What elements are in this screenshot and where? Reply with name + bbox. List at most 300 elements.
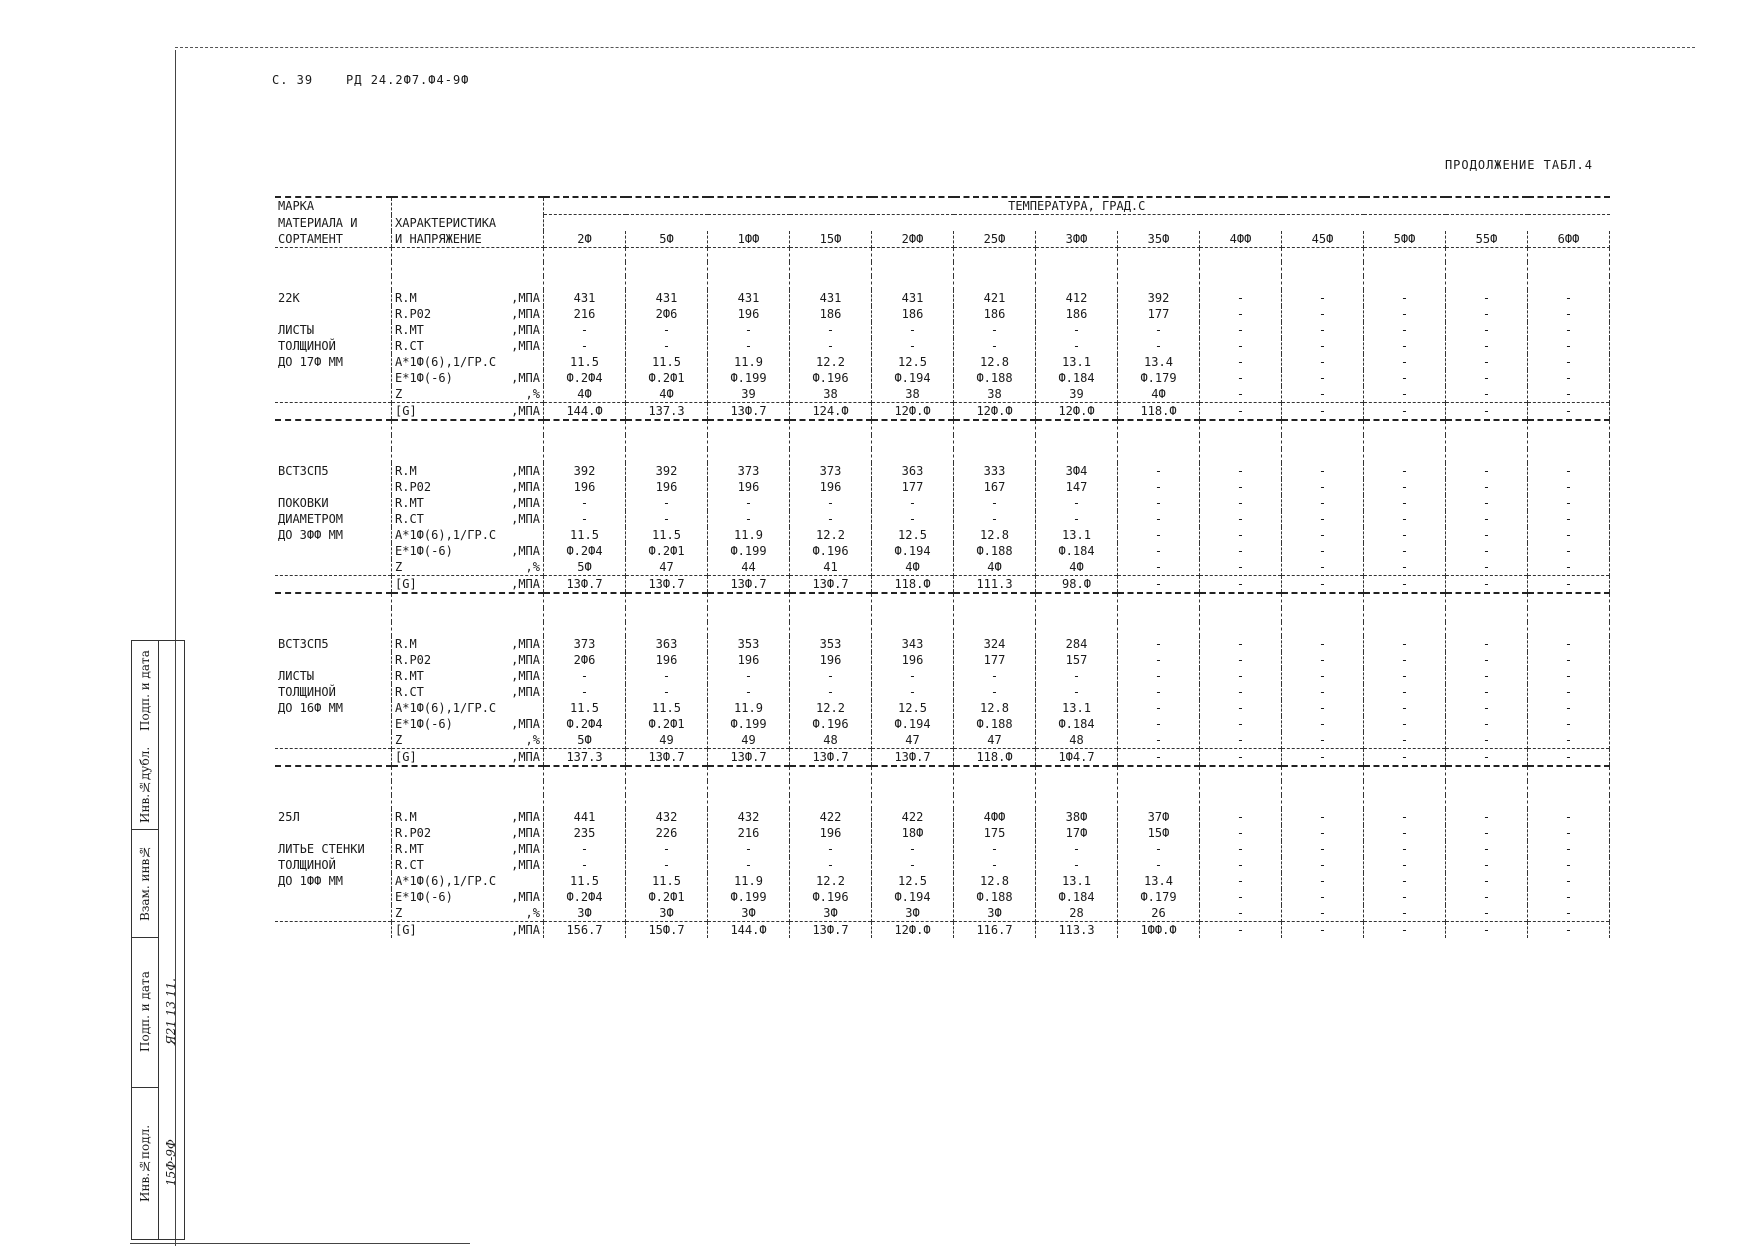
spacer <box>392 420 544 435</box>
value-cell: Ф.2Ф1 <box>626 716 708 732</box>
stamp-inventory-number: 15Ф-9Ф <box>158 1087 184 1240</box>
value-cell: - <box>1446 684 1528 700</box>
value-cell: 11.5 <box>626 873 708 889</box>
value-cell: - <box>1364 652 1446 668</box>
spacer <box>1528 622 1610 636</box>
spacer <box>392 766 544 781</box>
value-cell: Ф.196 <box>790 716 872 732</box>
characteristic-unit: ,МПА <box>511 322 540 337</box>
value-cell: - <box>1364 495 1446 511</box>
value-cell: 12.2 <box>790 354 872 370</box>
characteristic <box>392 543 544 559</box>
value-cell: 13Ф.7 <box>790 748 872 766</box>
stamp-label-3: Взам. инв№ <box>132 829 158 938</box>
spacer <box>1282 781 1364 795</box>
value-cell: - <box>544 511 626 527</box>
spacer <box>275 781 392 795</box>
value-cell: 13Ф.7 <box>626 748 708 766</box>
value-cell: 11.5 <box>544 700 626 716</box>
value-cell: - <box>1282 873 1364 889</box>
value-cell: - <box>544 841 626 857</box>
value-cell: 2Ф6 <box>544 652 626 668</box>
value-cell: - <box>872 511 954 527</box>
value-cell: - <box>1528 809 1610 825</box>
value-cell: - <box>544 322 626 338</box>
characteristic-unit: ,% <box>525 386 540 401</box>
value-cell: - <box>1200 873 1282 889</box>
value-cell: 48 <box>1036 732 1118 749</box>
value-cell: 18Ф <box>872 825 954 841</box>
characteristic-unit: ,МПА <box>511 338 540 353</box>
spacer <box>1446 781 1528 795</box>
header-char: ХАРАКТЕРИСТИКА <box>392 215 544 231</box>
table-row <box>275 290 1610 306</box>
value-cell: - <box>1364 402 1446 420</box>
value-cell: 111.3 <box>954 575 1036 593</box>
value-cell: - <box>1118 559 1200 576</box>
value-cell: - <box>1282 354 1364 370</box>
characteristic <box>392 511 544 527</box>
spacer <box>790 262 872 276</box>
value-cell: - <box>1282 684 1364 700</box>
characteristic-unit: ,МПА <box>511 668 540 683</box>
value-cell: 412 <box>1036 290 1118 306</box>
value-cell: Ф.2Ф1 <box>626 370 708 386</box>
value-cell: 177 <box>1118 306 1200 322</box>
spacer <box>872 781 954 795</box>
value-cell: - <box>1200 495 1282 511</box>
value-cell: 196 <box>872 652 954 668</box>
spacer <box>275 449 392 463</box>
value-cell: 12.2 <box>790 873 872 889</box>
value-cell: 324 <box>954 636 1036 652</box>
value-cell: - <box>1036 322 1118 338</box>
value-cell: - <box>1282 479 1364 495</box>
spacer <box>954 766 1036 781</box>
value-cell: - <box>1446 841 1528 857</box>
value-cell: - <box>1364 905 1446 922</box>
spacer <box>954 262 1036 276</box>
characteristic <box>392 652 544 668</box>
value-cell: 38 <box>872 386 954 403</box>
value-cell: 3Ф <box>626 905 708 922</box>
value-cell: 12Ф.Ф <box>1036 402 1118 420</box>
value-cell: - <box>1200 322 1282 338</box>
spacer <box>392 435 544 449</box>
spacer-row <box>275 608 1610 622</box>
spacer <box>708 622 790 636</box>
value-cell: - <box>1364 479 1446 495</box>
value-cell: - <box>1200 889 1282 905</box>
table-row <box>275 527 1610 543</box>
value-cell: - <box>1528 889 1610 905</box>
value-cell: - <box>1364 857 1446 873</box>
spacer <box>392 593 544 608</box>
value-cell: - <box>1118 543 1200 559</box>
spacer <box>544 262 626 276</box>
characteristic-unit: ,МПА <box>511 841 540 856</box>
value-cell: - <box>1036 495 1118 511</box>
value-cell: - <box>626 841 708 857</box>
value-cell: 11.5 <box>544 873 626 889</box>
spacer <box>872 622 954 636</box>
value-cell: - <box>872 495 954 511</box>
spacer <box>1200 420 1282 435</box>
spacer <box>1200 435 1282 449</box>
value-cell: - <box>1200 575 1282 593</box>
material-label: ДИАМЕТРОМ <box>278 511 344 526</box>
value-cell: Ф.194 <box>872 716 954 732</box>
value-cell: - <box>1200 370 1282 386</box>
value-cell: - <box>1282 652 1364 668</box>
characteristic-name: R.М <box>395 463 417 478</box>
value-cell: - <box>1364 873 1446 889</box>
table-row <box>275 306 1610 322</box>
characteristic-unit: ,МПА <box>511 749 540 764</box>
spacer <box>392 262 544 276</box>
value-cell: - <box>1446 543 1528 559</box>
material-label: ВСТ3СП5 <box>278 636 329 651</box>
spacer <box>1364 593 1446 608</box>
value-cell: 431 <box>544 290 626 306</box>
spacer <box>872 420 954 435</box>
value-cell: - <box>872 684 954 700</box>
value-cell: - <box>1528 748 1610 766</box>
value-cell: - <box>1446 463 1528 479</box>
value-cell: 1ФФ.Ф <box>1118 921 1200 938</box>
table-row <box>275 511 1610 527</box>
spacer <box>392 449 544 463</box>
material-label: ТОЛЩИНОЙ <box>278 857 336 872</box>
spacer <box>1118 247 1200 262</box>
spacer <box>790 593 872 608</box>
value-cell: - <box>1282 543 1364 559</box>
value-cell: - <box>708 495 790 511</box>
spacer <box>544 420 626 435</box>
material-label <box>275 716 392 732</box>
stamp-label-2: Подп. и дата <box>132 937 158 1088</box>
value-cell: - <box>1364 354 1446 370</box>
value-cell: 11.9 <box>708 527 790 543</box>
material-label: 22К <box>278 290 300 305</box>
characteristic-unit: ,МПА <box>511 463 540 478</box>
value-cell: 196 <box>708 479 790 495</box>
value-cell: - <box>790 511 872 527</box>
value-cell: Ф.196 <box>790 543 872 559</box>
spacer <box>954 781 1036 795</box>
value-cell: 226 <box>626 825 708 841</box>
value-cell: - <box>1364 543 1446 559</box>
material-label <box>275 479 392 495</box>
spacer-row <box>275 420 1610 435</box>
value-cell: - <box>1528 857 1610 873</box>
characteristic <box>392 479 544 495</box>
spacer <box>1282 262 1364 276</box>
spacer-row <box>275 622 1610 636</box>
spacer <box>1118 795 1200 809</box>
value-cell: - <box>1200 527 1282 543</box>
value-cell: - <box>626 668 708 684</box>
characteristic-unit: ,МПА <box>511 809 540 824</box>
value-cell: 12.8 <box>954 873 1036 889</box>
value-cell: 392 <box>544 463 626 479</box>
value-cell: - <box>1446 700 1528 716</box>
spacer <box>954 420 1036 435</box>
value-cell: - <box>1200 809 1282 825</box>
page-header <box>272 73 469 87</box>
value-cell: - <box>544 684 626 700</box>
value-cell: 156.7 <box>544 921 626 938</box>
material-label <box>275 889 392 905</box>
spacer <box>1446 795 1528 809</box>
spacer <box>872 766 954 781</box>
value-cell: 13Ф.7 <box>872 748 954 766</box>
value-cell: - <box>1282 857 1364 873</box>
value-cell: Ф.199 <box>708 716 790 732</box>
characteristic <box>392 636 544 652</box>
characteristic-unit: ,МПА <box>511 495 540 510</box>
characteristic-name: [G] <box>395 403 417 418</box>
value-cell: - <box>1528 668 1610 684</box>
value-cell: - <box>790 338 872 354</box>
value-cell: - <box>1282 575 1364 593</box>
temperature-header: 35Ф <box>1118 231 1200 248</box>
value-cell: 12.5 <box>872 873 954 889</box>
spacer <box>1528 766 1610 781</box>
value-cell: - <box>1036 511 1118 527</box>
table-row <box>275 668 1610 684</box>
value-cell: - <box>1200 338 1282 354</box>
spacer <box>954 608 1036 622</box>
spacer <box>790 420 872 435</box>
value-cell: - <box>1528 402 1610 420</box>
material-label: ЛИТЬЕ СТЕНКИ <box>278 841 365 856</box>
spacer <box>626 435 708 449</box>
value-cell: 4Ф <box>1118 386 1200 403</box>
value-cell: 17Ф <box>1036 825 1118 841</box>
value-cell: - <box>626 495 708 511</box>
value-cell: - <box>1200 700 1282 716</box>
value-cell: - <box>1446 290 1528 306</box>
value-cell: 421 <box>954 290 1036 306</box>
characteristic <box>392 463 544 479</box>
characteristic-unit: ,МПА <box>511 290 540 305</box>
characteristic-unit: ,МПА <box>511 306 540 321</box>
allowable-stress-row <box>275 748 1610 766</box>
value-cell: - <box>1118 495 1200 511</box>
spacer <box>544 608 626 622</box>
value-cell: - <box>1118 527 1200 543</box>
value-cell: - <box>954 511 1036 527</box>
value-cell: - <box>1446 732 1528 749</box>
value-cell: 11.5 <box>626 527 708 543</box>
value-cell: - <box>1446 559 1528 576</box>
characteristic <box>392 306 544 322</box>
spacer <box>1528 247 1610 262</box>
characteristic <box>392 905 544 922</box>
spacer <box>544 435 626 449</box>
value-cell: 12.2 <box>790 700 872 716</box>
value-cell: - <box>1200 290 1282 306</box>
spacer <box>544 622 626 636</box>
characteristic-unit: ,МПА <box>511 479 540 494</box>
value-cell: - <box>1364 684 1446 700</box>
characteristic <box>392 290 544 306</box>
value-cell: 13.1 <box>1036 354 1118 370</box>
spacer <box>708 795 790 809</box>
value-cell: - <box>708 857 790 873</box>
value-cell: - <box>1528 684 1610 700</box>
spacer <box>1200 622 1282 636</box>
characteristic-name: R.СТ <box>395 338 424 353</box>
spacer <box>1118 766 1200 781</box>
header-marka: СОРТАМЕНТ <box>275 231 392 248</box>
spacer <box>544 766 626 781</box>
spacer-row <box>275 449 1610 463</box>
value-cell: - <box>790 841 872 857</box>
value-cell: - <box>1528 527 1610 543</box>
value-cell: - <box>1364 636 1446 652</box>
value-cell: - <box>1118 700 1200 716</box>
value-cell: - <box>1446 322 1528 338</box>
table-row <box>275 889 1610 905</box>
value-cell: 4Ф <box>954 559 1036 576</box>
spacer <box>626 276 708 290</box>
value-cell: 113.3 <box>1036 921 1118 938</box>
temperature-header: 25Ф <box>954 231 1036 248</box>
spacer <box>1036 262 1118 276</box>
spacer <box>1364 795 1446 809</box>
value-cell: 144.Ф <box>544 402 626 420</box>
value-cell: - <box>1200 306 1282 322</box>
value-cell: 118.Ф <box>872 575 954 593</box>
spacer <box>708 435 790 449</box>
value-cell: 26 <box>1118 905 1200 922</box>
material-label <box>275 370 392 386</box>
characteristic <box>392 322 544 338</box>
value-cell: - <box>954 322 1036 338</box>
characteristic-name: Е*1Ф(-6) <box>395 716 453 731</box>
characteristic <box>392 370 544 386</box>
value-cell: - <box>1118 511 1200 527</box>
value-cell: 216 <box>708 825 790 841</box>
spacer <box>1446 247 1528 262</box>
material-label: ТОЛЩИНОЙ <box>278 338 336 353</box>
value-cell: - <box>1364 527 1446 543</box>
value-cell: 12.5 <box>872 700 954 716</box>
spacer <box>708 262 790 276</box>
document-code: РД 24.2Ф7.Ф4-9Ф <box>346 73 470 87</box>
value-cell: 47 <box>954 732 1036 749</box>
value-cell: - <box>626 511 708 527</box>
value-cell: - <box>1446 370 1528 386</box>
value-cell: - <box>1446 354 1528 370</box>
characteristic <box>392 495 544 511</box>
value-cell: 13.1 <box>1036 873 1118 889</box>
temperature-header: 55Ф <box>1446 231 1528 248</box>
value-cell: - <box>1528 825 1610 841</box>
value-cell: - <box>1528 543 1610 559</box>
table-row <box>275 700 1610 716</box>
margin-stamp <box>131 640 185 1240</box>
value-cell: 11.9 <box>708 700 790 716</box>
spacer <box>872 276 954 290</box>
value-cell: - <box>708 841 790 857</box>
spacer <box>708 247 790 262</box>
spacer-row <box>275 593 1610 608</box>
value-cell: - <box>1446 716 1528 732</box>
spacer <box>1528 781 1610 795</box>
value-cell: - <box>1364 290 1446 306</box>
value-cell: 118.Ф <box>1118 402 1200 420</box>
value-cell: - <box>544 338 626 354</box>
value-cell: - <box>1528 511 1610 527</box>
table-row <box>275 338 1610 354</box>
value-cell: 157 <box>1036 652 1118 668</box>
characteristic-name: А*1Ф(6),1/ГР.С <box>395 700 497 715</box>
spacer <box>1036 276 1118 290</box>
characteristic-name: R.СТ <box>395 684 424 699</box>
characteristic-name: Е*1Ф(-6) <box>395 543 453 558</box>
material-label: ЛИСТЫ <box>278 322 315 337</box>
value-cell: - <box>1528 921 1610 938</box>
value-cell: - <box>1200 921 1282 938</box>
value-cell: 38 <box>954 386 1036 403</box>
value-cell: 422 <box>790 809 872 825</box>
spacer <box>392 247 544 262</box>
table-row <box>275 463 1610 479</box>
table-row <box>275 825 1610 841</box>
value-cell: 48 <box>790 732 872 749</box>
value-cell: - <box>1528 290 1610 306</box>
header-row <box>275 215 1610 231</box>
value-cell: 12.8 <box>954 354 1036 370</box>
material-label <box>275 543 392 559</box>
value-cell: - <box>1528 354 1610 370</box>
value-cell: - <box>790 684 872 700</box>
value-cell: Ф.194 <box>872 543 954 559</box>
value-cell: - <box>1528 732 1610 749</box>
characteristic-unit: ,МПА <box>511 684 540 699</box>
header-char: И НАПРЯЖЕНИЕ <box>392 231 544 248</box>
material-label: ВСТ3СП5 <box>278 463 329 478</box>
bottom-rule <box>130 1243 470 1244</box>
spacer <box>275 276 392 290</box>
value-cell: 196 <box>790 479 872 495</box>
value-cell: - <box>1446 652 1528 668</box>
characteristic-name: R.СТ <box>395 511 424 526</box>
value-cell: 13Ф.7 <box>626 575 708 593</box>
spacer <box>392 781 544 795</box>
temperature-header: 5Ф <box>626 231 708 248</box>
value-cell: 196 <box>790 652 872 668</box>
table-row <box>275 559 1610 576</box>
spacer <box>872 435 954 449</box>
header-spacer <box>544 215 1610 231</box>
value-cell: - <box>1364 732 1446 749</box>
spacer <box>275 795 392 809</box>
value-cell: 13Ф.7 <box>790 921 872 938</box>
spacer <box>1364 435 1446 449</box>
spacer <box>1364 262 1446 276</box>
value-cell: - <box>1118 636 1200 652</box>
spacer <box>626 262 708 276</box>
value-cell: 441 <box>544 809 626 825</box>
value-cell: - <box>1446 575 1528 593</box>
value-cell: - <box>1200 559 1282 576</box>
spacer <box>1446 262 1528 276</box>
value-cell: Ф.194 <box>872 370 954 386</box>
